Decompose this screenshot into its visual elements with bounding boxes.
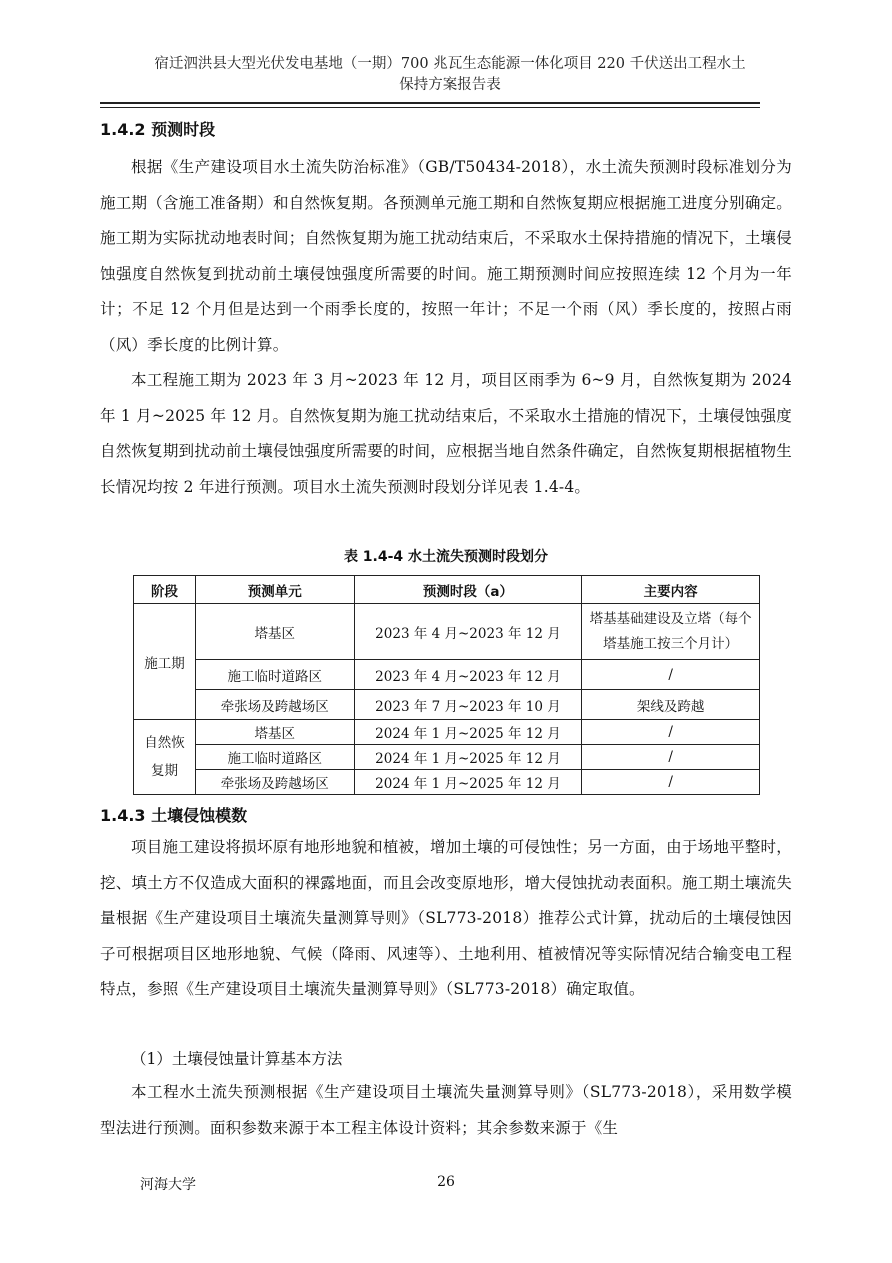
content-cell: 塔基基础建设及立塔（每个塔基施工按三个月计） [582,604,760,660]
table-row [134,745,760,770]
header-line-1: 宿迁泗洪县大型光伏发电基地（一期）700 兆瓦生态能源一体化项目 220 千伏送出工程水土 [154,56,746,72]
period-cell: 2023 年 4 月~2023 年 12 月 [354,604,582,660]
unit-cell: 施工临时道路区 [195,745,354,770]
content-cell: / [582,720,760,745]
page-number: 26 [437,1174,455,1190]
footer-organization: 河海大学 [140,1177,196,1193]
content-cell: 架线及跨越 [582,690,760,720]
unit-cell: 牵张场及跨越场区 [195,690,354,720]
period-cell: 2024 年 1 月~2025 年 12 月 [354,770,582,795]
period-cell: 2023 年 7 月~2023 年 10 月 [354,690,582,720]
content-cell: / [582,745,760,770]
paragraph-erosion-modulus: 项目施工建设将损坏原有地形地貌和植被，增加土壤的可侵蚀性；另一方面，由于场地平整时，挖、填土方不仅造成大面积的裸露地面，而且会改变原地形，增大侵蚀扰动表面积。施工期土壤流失量根据《生产建设项目土壤流失量测算导则》（SL773-2018）推荐公式计算，扰动后的土壤侵蚀因子可根据项目区地形地貌、气候（降雨、风速等）、土地利用、植被情况等实际情况结合输变电工程特点，参照《生产建设项目土壤流失量测算导则》（SL773-2018）确定取值。 [100,838,792,998]
table-row [134,604,760,660]
stage-construction: 施工期 [134,604,196,720]
header-content: 主要内容 [582,576,760,604]
running-header [100,54,800,96]
stage-natural-recovery [134,720,196,795]
paragraph-prediction-method: 本工程水土流失预测根据《生产建设项目土壤流失量测算导则》（SL773-2018），采用数学模型法进行预测。面积参数来源于本工程主体设计资料；其余参数来源于《生 [100,1083,792,1137]
table-caption: 表 1.4-4 水土流失预测时段划分 [343,549,549,565]
header-unit: 预测单元 [195,576,354,604]
section-heading-1-4-2: 1.4.2 预测时段 [100,120,216,139]
paragraph-prediction-period-standard: 根据《生产建设项目水土流失防治标准》（GB/T50434-2018），水土流失预测时段标准划分为施工期（含施工准备期）和自然恢复期。各预测单元施工期和自然恢复期应根据施工进度分别确定。施工期为实际扰动地表时间；自然恢复期为施工扰动结束后，不采取水土保持措施的情况下，土壤侵蚀强度自然恢复到扰动前土壤侵蚀强度所需要的时间。施工期预测时间应按照连续 12 个月为一年计；不足 12 个月但是达到一个雨季长度的，按照一年计；不足一个雨（风）季长度的，按照占雨（风）季长度的比例计算。 [100,158,792,354]
table-header-row [134,576,760,604]
stage-natural-recovery-line-2: 复期 [150,763,178,779]
section-heading-1-4-3: 1.4.3 土壤侵蚀模数 [100,806,248,825]
header-rule-thick [100,102,760,104]
period-cell: 2024 年 1 月~2025 年 12 月 [354,745,582,770]
subheading-erosion-method: （1）土壤侵蚀量计算基本方法 [131,1050,343,1068]
period-cell: 2023 年 4 月~2023 年 12 月 [354,660,582,690]
period-cell: 2024 年 1 月~2025 年 12 月 [354,720,582,745]
stage-natural-recovery-line-1: 自然恢 [144,735,185,751]
content-cell: / [582,660,760,690]
prediction-period-table [133,575,760,795]
paragraph-construction-schedule: 本工程施工期为 2023 年 3 月~2023 年 12 月，项目区雨季为 6~9 月，自然恢复期为 2024 年 1 月~2025 年 12 月。自然恢复期为施工扰动结束后，不采取水土措施的情况下，土壤侵蚀强度自然恢复期到扰动前土壤侵蚀强度所需要的时间，应根据当地自然条件确定，自然恢复期根据植物生长情况均按 2 年进行预测。项目水土流失预测时段划分详见表 1.4-4。 [100,371,792,496]
content-cell: / [582,770,760,795]
header-rule-thin [100,107,760,108]
table-row [134,720,760,745]
table-row [134,690,760,720]
unit-cell: 塔基区 [195,604,354,660]
unit-cell: 塔基区 [195,720,354,745]
unit-cell: 施工临时道路区 [195,660,354,690]
header-stage: 阶段 [134,576,196,604]
table-row [134,770,760,795]
unit-cell: 牵张场及跨越场区 [195,770,354,795]
header-period: 预测时段（a） [354,576,582,604]
table-row [134,660,760,690]
header-line-2: 保持方案报告表 [399,77,501,93]
